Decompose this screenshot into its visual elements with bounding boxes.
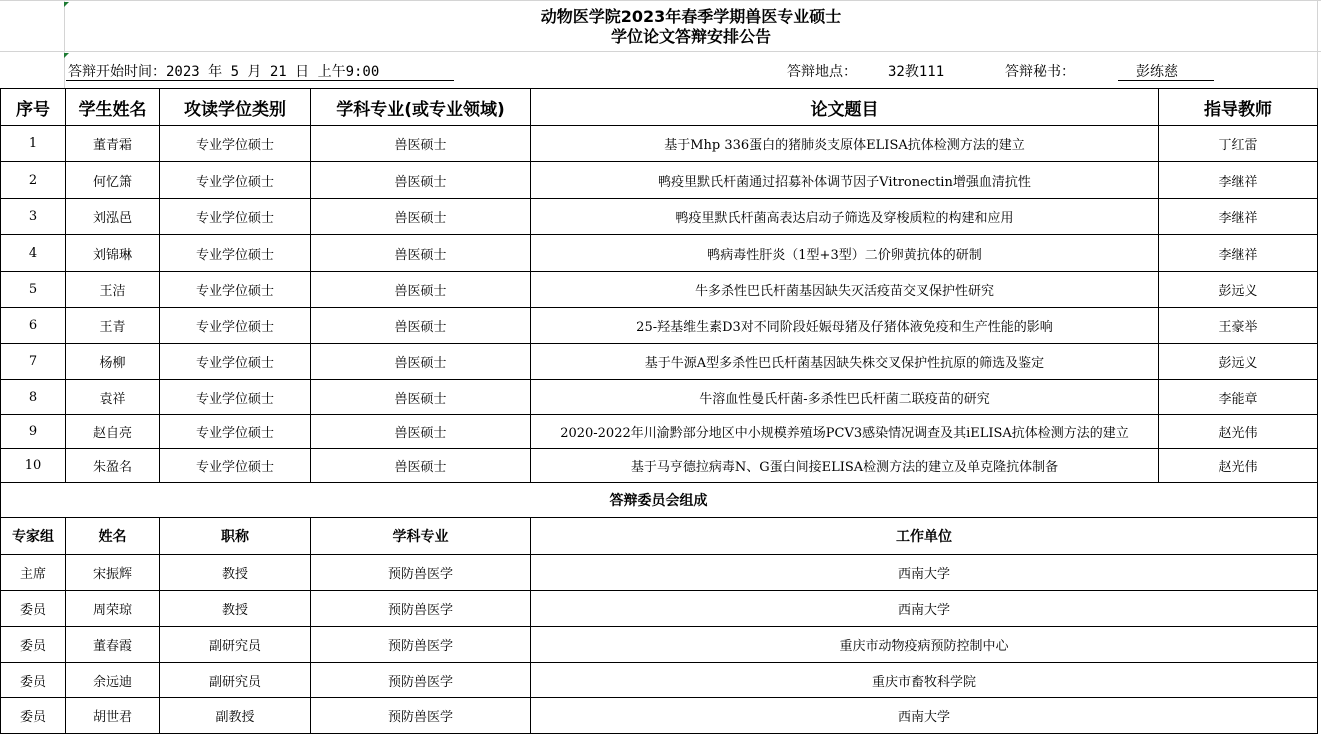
thesis-row-4-col-index: 4 bbox=[28, 245, 38, 261]
committee-header-col-group: 专家组 bbox=[12, 529, 54, 545]
thesis-row-10-col-index: 10 bbox=[24, 458, 42, 473]
thesis-row-5-col-major: 兽医硕士 bbox=[394, 284, 447, 299]
defense-start-time: 答辩开始时间：2023 年 5 月 21 日 上午9:00 bbox=[68, 64, 380, 80]
committee-header-col-affiliation: 工作单位 bbox=[896, 529, 952, 545]
title-line-2: 学位论文答辩安排公告 bbox=[610, 27, 771, 46]
header-col-index: 序号 bbox=[16, 99, 50, 120]
committee-row-5-col-name: 胡世君 bbox=[92, 710, 132, 725]
thesis-row-10-col-advisor: 赵光伟 bbox=[1218, 460, 1258, 475]
committee-row-5-col-affiliation: 西南大学 bbox=[897, 710, 950, 725]
committee-row-3-col-discipline: 预防兽医学 bbox=[387, 639, 453, 654]
thesis-row-8-col-advisor: 李能章 bbox=[1218, 391, 1258, 407]
committee-row-2-col-affiliation: 西南大学 bbox=[897, 603, 950, 618]
thesis-row-2-col-advisor: 李继祥 bbox=[1218, 174, 1258, 190]
committee-row-3-col-title: 副研究员 bbox=[208, 639, 261, 654]
header-col-student-name: 学生姓名 bbox=[78, 99, 147, 120]
thesis-row-1-col-thesis-title: 基于Mhp 336蛋白的猪肺炎支原体ELISA抗体检测方法的建立 bbox=[664, 138, 1025, 153]
thesis-row-7-col-degree-type: 专业学位硕士 bbox=[195, 356, 274, 371]
committee-row-4-col-title: 副研究员 bbox=[208, 674, 261, 690]
thesis-row-9-col-advisor: 赵光伟 bbox=[1218, 426, 1258, 441]
thesis-row-9-col-degree-type: 专业学位硕士 bbox=[195, 426, 274, 441]
thesis-row-2-col-degree-type: 专业学位硕士 bbox=[195, 174, 274, 190]
thesis-row-8-col-thesis-title: 牛溶血性曼氏杆菌-多杀性巴氏杆菌二联疫苗的研究 bbox=[699, 391, 990, 407]
committee-row-4-col-group: 委员 bbox=[19, 674, 46, 690]
secretary-value: 彭练慈 bbox=[1136, 64, 1178, 80]
thesis-row-10-col-student-name: 朱盈名 bbox=[92, 460, 132, 475]
thesis-row-9-col-major: 兽医硕士 bbox=[394, 426, 447, 441]
thesis-row-1-col-major: 兽医硕士 bbox=[394, 138, 447, 153]
thesis-row-6-col-degree-type: 专业学位硕士 bbox=[195, 320, 274, 335]
thesis-row-7-col-thesis-title: 基于牛源A型多杀性巴氏杆菌基因缺失株交叉保护性抗原的筛选及鉴定 bbox=[644, 356, 1045, 371]
thesis-row-3-col-advisor: 李继祥 bbox=[1218, 211, 1258, 226]
thesis-row-5-col-student-name: 王洁 bbox=[99, 284, 126, 299]
thesis-row-1-col-advisor: 丁红雷 bbox=[1218, 138, 1258, 153]
thesis-row-2-col-index: 2 bbox=[28, 172, 38, 188]
thesis-row-7-col-index: 7 bbox=[28, 354, 38, 369]
thesis-row-4-col-advisor: 李继祥 bbox=[1218, 247, 1258, 263]
thesis-row-2-col-major: 兽医硕士 bbox=[394, 174, 447, 190]
committee-row-2-col-title: 教授 bbox=[221, 603, 248, 618]
committee-header-col-title: 职称 bbox=[221, 529, 249, 545]
thesis-row-1-col-degree-type: 专业学位硕士 bbox=[195, 138, 274, 153]
cell-comment-marker bbox=[64, 53, 69, 58]
thesis-row-6-col-student-name: 王青 bbox=[99, 320, 126, 335]
committee-row-1-col-affiliation: 西南大学 bbox=[897, 567, 950, 582]
committee-row-4-col-name: 余远迪 bbox=[92, 674, 132, 690]
thesis-row-4-col-thesis-title: 鸭病毒性肝炎（1型+3型）二价卵黄抗体的研制 bbox=[707, 247, 982, 263]
committee-row-5-col-group: 委员 bbox=[19, 710, 46, 725]
secretary-label: 答辩秘书： bbox=[1005, 64, 1075, 80]
committee-row-2-col-group: 委员 bbox=[19, 603, 46, 618]
committee-row-1-col-name: 宋振辉 bbox=[92, 567, 132, 582]
thesis-row-5-col-degree-type: 专业学位硕士 bbox=[195, 284, 274, 299]
thesis-row-8-col-index: 8 bbox=[28, 389, 38, 405]
committee-row-3-col-group: 委员 bbox=[19, 639, 46, 654]
thesis-row-9-col-student-name: 赵自亮 bbox=[92, 426, 132, 441]
committee-row-3-col-affiliation: 重庆市动物疫病预防控制中心 bbox=[839, 639, 1009, 654]
thesis-row-6-col-thesis-title: 25-羟基维生素D3对不同阶段妊娠母猪及仔猪体液免疫和生产性能的影响 bbox=[636, 320, 1053, 335]
thesis-row-9-col-index: 9 bbox=[28, 424, 38, 439]
thesis-row-5-col-index: 5 bbox=[28, 282, 38, 297]
location-label: 答辩地点： bbox=[787, 64, 857, 80]
thesis-row-10-col-degree-type: 专业学位硕士 bbox=[195, 460, 274, 475]
committee-row-1-col-group: 主席 bbox=[19, 567, 46, 582]
thesis-row-7-col-advisor: 彭远义 bbox=[1218, 356, 1258, 371]
thesis-row-3-col-major: 兽医硕士 bbox=[394, 211, 447, 226]
thesis-row-6-col-major: 兽医硕士 bbox=[394, 320, 447, 335]
thesis-row-10-col-thesis-title: 基于马亨德拉病毒N、G蛋白间接ELISA检测方法的建立及单克隆抗体制备 bbox=[630, 460, 1059, 475]
thesis-row-6-col-index: 6 bbox=[28, 318, 38, 333]
thesis-row-3-col-thesis-title: 鸭疫里默氏杆菌高表达启动子筛选及穿梭质粒的构建和应用 bbox=[675, 211, 1014, 226]
committee-row-5-col-discipline: 预防兽医学 bbox=[387, 710, 453, 725]
thesis-row-3-col-degree-type: 专业学位硕士 bbox=[195, 211, 274, 226]
thesis-row-4-col-student-name: 刘锦琳 bbox=[92, 247, 132, 263]
thesis-row-3-col-student-name: 刘泓邑 bbox=[92, 211, 132, 226]
thesis-row-10-col-major: 兽医硕士 bbox=[394, 460, 447, 475]
thesis-row-7-col-student-name: 杨柳 bbox=[99, 356, 126, 371]
committee-title: 答辩委员会组成 bbox=[609, 493, 708, 509]
committee-header-col-discipline: 学科专业 bbox=[392, 529, 449, 545]
thesis-row-2-col-student-name: 何忆箫 bbox=[92, 174, 132, 190]
thesis-row-9-col-thesis-title: 2020-2022年川渝黔部分地区中小规模养殖场PCV3感染情况调查及其iELISA抗体检测方法的建立 bbox=[560, 426, 1129, 441]
thesis-row-8-col-degree-type: 专业学位硕士 bbox=[195, 391, 274, 407]
thesis-row-8-col-student-name: 袁祥 bbox=[99, 391, 126, 407]
committee-row-2-col-discipline: 预防兽医学 bbox=[387, 603, 453, 618]
thesis-row-3-col-index: 3 bbox=[28, 209, 38, 224]
thesis-row-5-col-thesis-title: 牛多杀性巴氏杆菌基因缺失灭活疫苗交叉保护性研究 bbox=[694, 284, 994, 299]
committee-row-1-col-discipline: 预防兽医学 bbox=[387, 567, 453, 582]
committee-row-4-col-affiliation: 重庆市畜牧科学院 bbox=[871, 674, 976, 690]
title-line-1: 动物医学院2023年春季学期兽医专业硕士 bbox=[540, 7, 842, 26]
thesis-row-1-col-index: 1 bbox=[28, 136, 38, 151]
thesis-row-8-col-major: 兽医硕士 bbox=[394, 391, 447, 407]
header-col-advisor: 指导教师 bbox=[1204, 99, 1272, 120]
header-col-degree-type: 攻读学位类别 bbox=[184, 99, 286, 120]
committee-row-2-col-name: 周荣琼 bbox=[92, 603, 132, 618]
thesis-row-2-col-thesis-title: 鸭疫里默氏杆菌通过招募补体调节因子Vitronectin增强血清抗性 bbox=[658, 174, 1031, 190]
header-col-major: 学科专业(或专业领域) bbox=[336, 99, 505, 120]
thesis-row-5-col-advisor: 彭远义 bbox=[1218, 284, 1258, 299]
committee-row-4-col-discipline: 预防兽医学 bbox=[387, 674, 453, 690]
thesis-row-1-col-student-name: 董青霜 bbox=[92, 138, 132, 153]
committee-header-col-name: 姓名 bbox=[98, 529, 127, 545]
committee-row-5-col-title: 副教授 bbox=[215, 710, 255, 725]
header-col-thesis-title: 论文题目 bbox=[810, 99, 879, 120]
location-value: 32教111 bbox=[888, 64, 945, 80]
thesis-row-4-col-major: 兽医硕士 bbox=[394, 247, 447, 263]
committee-row-1-col-title: 教授 bbox=[221, 567, 248, 582]
page-title bbox=[65, 4, 1317, 50]
committee-row-3-col-name: 董春霞 bbox=[92, 639, 132, 654]
thesis-row-6-col-advisor: 王豪举 bbox=[1218, 320, 1258, 335]
thesis-row-7-col-major: 兽医硕士 bbox=[394, 356, 447, 371]
thesis-row-4-col-degree-type: 专业学位硕士 bbox=[195, 247, 274, 263]
